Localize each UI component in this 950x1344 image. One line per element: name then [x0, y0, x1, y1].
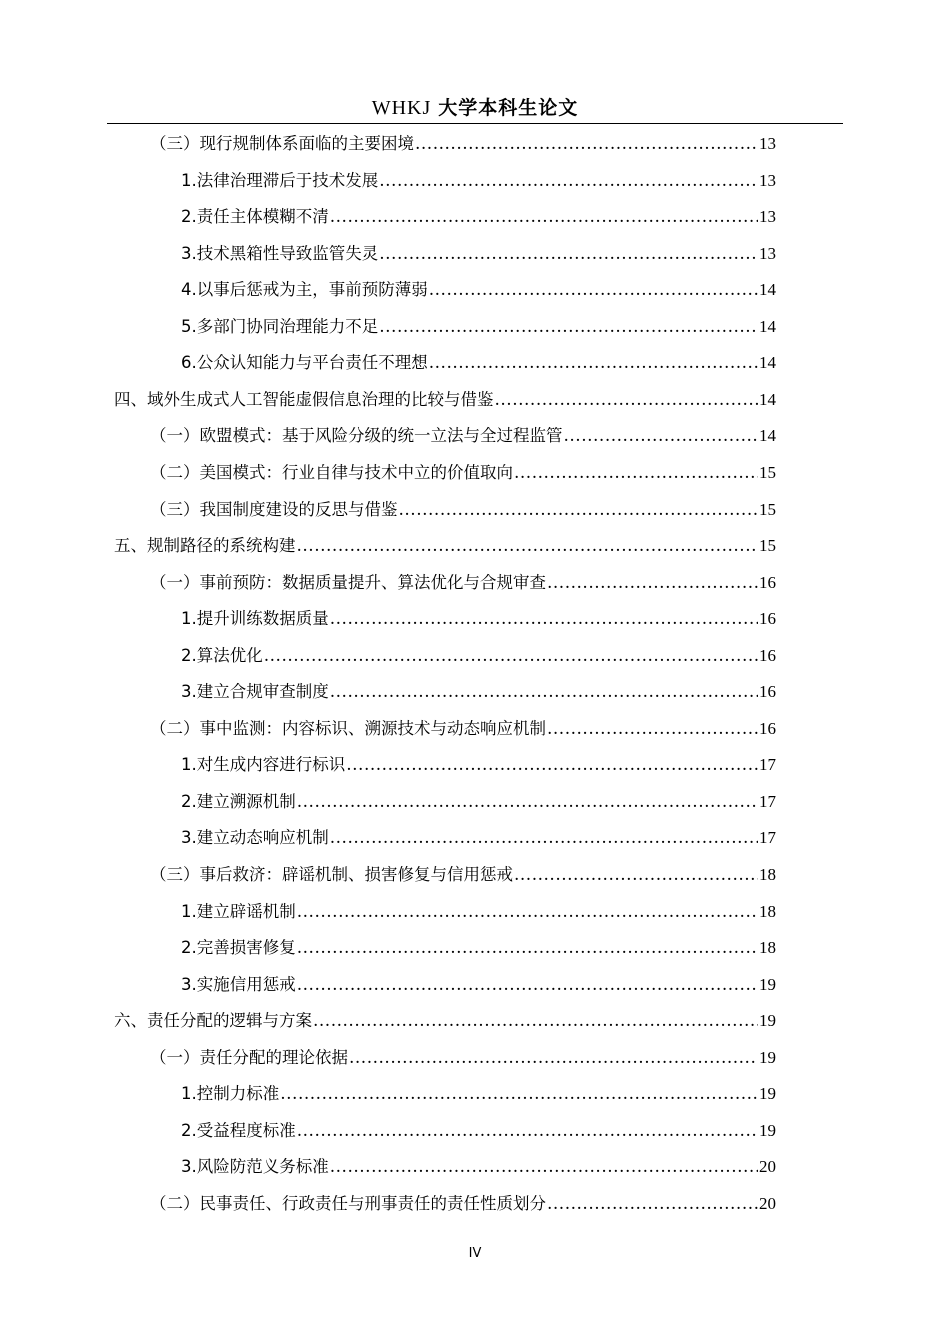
toc-dot-leader: [415, 133, 758, 155]
toc-entry[interactable]: [181, 740, 776, 776]
toc-dot-leader: [495, 389, 759, 411]
toc-entry[interactable]: [150, 411, 776, 447]
toc-entry-title: （一）欧盟模式：基于风险分级的统一立法与全过程监管: [150, 426, 563, 446]
toc-dot-leader: [547, 1193, 758, 1215]
toc-entry[interactable]: [181, 1069, 776, 1105]
toc-entry-title: 3.建立动态响应机制: [181, 828, 329, 848]
toc-entry-title: （一）事前预防：数据质量提升、算法优化与合规审查: [150, 572, 546, 592]
toc-entry-title: 4.以事后惩戒为主，事前预防薄弱: [181, 280, 428, 300]
toc-entry[interactable]: [181, 887, 776, 923]
toc-entry-title: 3.风险防范义务标准: [181, 1157, 329, 1177]
toc-entry[interactable]: [150, 1179, 776, 1215]
toc-dot-leader: [349, 1047, 758, 1069]
toc-entry-title: 1.对生成内容进行标识: [181, 755, 346, 775]
toc-dot-leader: [297, 1120, 758, 1142]
toc-entry-title: 1.提升训练数据质量: [181, 609, 329, 629]
toc-entry-title: 3.实施信用惩戒: [181, 974, 296, 994]
toc-dot-leader: [547, 572, 758, 594]
toc-entry-title: 六、责任分配的逻辑与方案: [114, 1011, 312, 1031]
toc-entry-title: 3.建立合规审查制度: [181, 682, 329, 702]
toc-entry[interactable]: [181, 1106, 776, 1142]
toc-entry-page: 14: [759, 316, 776, 336]
toc-entry-page: 18: [759, 938, 776, 958]
toc-entry[interactable]: [150, 485, 776, 521]
toc-dot-leader: [280, 1083, 758, 1105]
toc-entry[interactable]: [181, 192, 776, 228]
toc-entry-page: 14: [759, 280, 776, 300]
toc-entry-title: 2.受益程度标准: [181, 1120, 296, 1140]
toc-entry-page: 14: [759, 426, 776, 446]
toc-entry-page: 18: [759, 865, 776, 884]
toc-entry-title: （二）美国模式：行业自律与技术中立的价值取向: [150, 462, 513, 482]
toc-entry[interactable]: [181, 1142, 776, 1178]
toc-dot-leader: [264, 645, 758, 667]
toc-entry[interactable]: [181, 594, 776, 630]
toc-entry-page: 20: [759, 1193, 776, 1213]
toc-entry[interactable]: [114, 521, 776, 557]
toc-entry-title: 四、域外生成式人工智能虚假信息治理的比较与借鉴: [114, 389, 494, 409]
toc-entry[interactable]: [114, 375, 776, 411]
toc-dot-leader: [514, 864, 758, 886]
toc-entry-title: （二）民事责任、行政责任与刑事责任的责任性质划分: [150, 1193, 546, 1213]
toc-entry-title: 2.算法优化: [181, 645, 263, 665]
toc-entry-page: 19: [759, 1047, 776, 1067]
toc-entry[interactable]: [150, 448, 776, 484]
toc-entry-title: 五、规制路径的系统构建: [114, 536, 296, 556]
toc-dot-leader: [330, 206, 758, 228]
toc-dot-leader: [379, 243, 758, 265]
toc-entry[interactable]: [181, 813, 776, 849]
toc-dot-leader: [429, 352, 758, 374]
toc-entry[interactable]: [150, 558, 776, 594]
toc-entry-page: 16: [759, 682, 776, 702]
toc-entry-page: 15: [759, 499, 776, 519]
toc-entry[interactable]: [150, 704, 776, 740]
toc-entry-title: 3.技术黑箱性导致监管失灵: [181, 243, 379, 263]
toc-entry[interactable]: [181, 667, 776, 703]
toc-entry-title: 2.责任主体模糊不清: [181, 207, 329, 227]
toc-entry-page: 20: [759, 1157, 776, 1177]
toc-dot-leader: [313, 1010, 758, 1032]
toc-entry[interactable]: [181, 777, 776, 813]
toc-dot-leader: [297, 974, 758, 996]
toc-dot-leader: [297, 901, 758, 923]
toc-entry-page: 17: [759, 755, 776, 775]
toc-entry-page: 16: [759, 645, 776, 665]
toc-entry-title: 1.建立辟谣机制: [181, 901, 296, 921]
toc-entry-page: 17: [759, 828, 776, 848]
toc-dot-leader: [399, 499, 759, 521]
toc-dot-leader: [346, 754, 758, 776]
toc-entry-page: 16: [759, 609, 776, 629]
page-header: [107, 94, 843, 122]
toc-entry-page: 19: [759, 974, 776, 994]
toc-entry-title: 5.多部门协同治理能力不足: [181, 316, 379, 336]
toc-entry-page: 14: [759, 353, 776, 373]
toc-entry-page: 18: [759, 901, 776, 921]
toc-entry-page: 14: [759, 389, 776, 409]
toc-entry-title: 6.公众认知能力与平台责任不理想: [181, 353, 428, 373]
toc-entry-title: （三）现行规制体系面临的主要困境: [150, 134, 414, 153]
toc-entry-page: 13: [759, 207, 776, 227]
toc-entry[interactable]: [181, 338, 776, 374]
toc-entry-title: （二）事中监测：内容标识、溯源技术与动态响应机制: [150, 718, 546, 738]
toc-entry[interactable]: [181, 229, 776, 265]
toc-entry-page: 15: [759, 462, 776, 482]
toc-entry-title: 2.建立溯源机制: [181, 791, 296, 811]
toc-entry-title: （三）事后救济：辟谣机制、损害修复与信用惩戒: [150, 865, 513, 884]
toc-entry[interactable]: [181, 156, 776, 192]
toc-dot-leader: [564, 425, 759, 447]
toc-dot-leader: [330, 827, 758, 849]
toc-entry[interactable]: [150, 850, 776, 886]
toc-entry[interactable]: [181, 631, 776, 667]
header-title: 大学本科生论文: [438, 97, 579, 119]
toc-entry-page: 15: [759, 536, 776, 556]
toc-entry[interactable]: [181, 265, 776, 301]
toc-entry-page: 19: [759, 1084, 776, 1104]
toc-entry-title: （三）我国制度建设的反思与借鉴: [150, 499, 398, 519]
toc-dot-leader: [297, 535, 759, 557]
toc-entry-page: 16: [759, 572, 776, 592]
toc-entry-page: 13: [759, 134, 776, 153]
toc-entry[interactable]: [181, 923, 776, 959]
toc-entry-page: 16: [759, 718, 776, 738]
toc-dot-leader: [379, 170, 758, 192]
toc-dot-leader: [297, 791, 758, 813]
toc-entry-page: 19: [759, 1011, 776, 1031]
toc-dot-leader: [330, 681, 758, 703]
toc-entry-page: 19: [759, 1120, 776, 1140]
toc-entry-title: （一）责任分配的理论依据: [150, 1047, 348, 1067]
toc-entry[interactable]: [181, 302, 776, 338]
toc-entry[interactable]: [114, 996, 776, 1032]
toc-entry-title: 1.控制力标准: [181, 1084, 280, 1104]
toc-entry[interactable]: [181, 960, 776, 996]
toc-dot-leader: [297, 937, 758, 959]
toc-entry-page: 13: [759, 243, 776, 263]
toc-entry-title: 1.法律治理滞后于技术发展: [181, 170, 379, 190]
toc-entry-title: 2.完善损害修复: [181, 938, 296, 958]
toc-entry[interactable]: [150, 1033, 776, 1069]
toc-dot-leader: [429, 279, 758, 301]
toc-entry-page: 17: [759, 791, 776, 811]
toc-dot-leader: [514, 462, 758, 484]
toc-dot-leader: [330, 608, 758, 630]
toc-entry[interactable]: [150, 119, 776, 155]
toc-dot-leader: [330, 1156, 758, 1178]
toc-dot-leader: [547, 718, 758, 740]
header-latin: WHKJ: [371, 97, 432, 119]
toc-dot-leader: [379, 316, 758, 338]
page-number: IV: [468, 1246, 482, 1261]
toc-entry-page: 13: [759, 170, 776, 190]
